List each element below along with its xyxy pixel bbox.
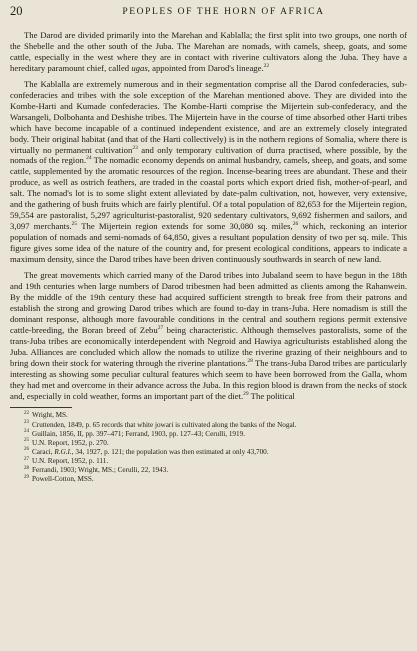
text-run: Ferrandi, 1903; Wright, MS.; Cerulli, 22, 1943. [32,466,169,475]
running-head: PEOPLES OF THE HORN OF AFRICA [122,7,325,17]
footnote-ref[interactable]: 24 [86,155,92,162]
page-header [10,4,407,19]
footnote [24,430,407,439]
text-run: The great movements which carried many of the Darod tribes into Jubaland seem to have begun in the 18th and 19th centuries when large numbers of Darod tribesmen had been admitted as clients among the Rahanwein. By the middle of the 19th century these had acquired sufficient strength to break free from their patrons and establish the strong and growing Darod tribes which are found to-day in trans-Juba. Here nomadism is still the dominant response, although more favourable conditions in the central and southern regions permit extensive cattle-breeding, the Boran breed of Zebu [10,270,407,335]
footnote [24,448,407,457]
footnote-divider [10,407,72,408]
body-text [10,30,407,401]
italic-term: ugas [131,62,148,73]
footnote-ref[interactable]: 28 [247,357,253,364]
footnote-number: 23 [24,420,29,426]
footnote-number: 27 [24,456,29,462]
footnote-ref[interactable]: 25 [71,221,78,228]
italic-term: R.G.I. [54,447,72,456]
footnotes [10,411,407,484]
text-run: being characteristic. Although themselves pastoralists, some of the trans-Juba tribes are economically interdependent with Negroid and Hawiya agriculturists established along the Juba. Alliances are concluded which allow the nomads to utilize the riverine grazing of their neighbours and to bring down their stock for watering through the riverine plantations. [10,324,407,368]
footnote-ref[interactable]: 29 [243,390,249,397]
footnote-number: 24 [24,429,29,435]
text-run: which, reckoning an interior population of nomads and semi-nomads of 64,850, gives a resultant population density of two per sq. mile. This figure gives some idea of the nature of the country and, for present ecological conditions, appears to indicate a maximum density, since the Darod tribes have been driven continuously southwards in search of new land. [10,221,407,265]
text-run: The Darod are divided primarily into the Marehan and Kablalla; the first split into two groups, one north of the Shebelle and the other south of the Juba. The Marehan are nomads, with camels, sheep, goats, and some cattle, especially in the west where they are in contact with riverine cultivators along the Juba. They have a hereditary paramount chief, called [10,30,407,73]
footnote [24,421,407,430]
text-run: , appointed from Darod's lineage. [147,62,264,73]
text-run: U.N. Report, 1952, p. 270. [32,438,109,447]
footnote [24,439,407,448]
footnote-number: 28 [24,465,29,471]
footnote [24,411,407,420]
footnote-ref[interactable]: 22 [263,62,270,69]
text-run: The Mijertein region extends for some 30,080 sq. miles, [77,221,293,232]
footnote-ref[interactable]: 23 [132,144,138,151]
text-run: Wright, MS. [32,411,68,420]
text-run: The political [248,390,295,401]
footnote-number: 25 [24,438,29,444]
footnote-ref[interactable]: 27 [157,324,164,331]
text-run: U.N. Report, 1952, p. 111. [32,456,109,465]
page-number: 20 [10,4,23,18]
text-run: Cruttenden, 1849, p. 65 records that white jowari is cultivated along the banks of the Nogal. [32,420,297,429]
text-run: and only temporary cultivation of durra practised, where possible, by the nomads of the region. [10,144,407,166]
body-paragraph [10,79,407,265]
footnote-number: 29 [24,474,29,480]
text-run: Caraci, [32,447,55,456]
text-run: The trans-Juba Darod tribes are particularly interesting as showing some peculiar cultural features which seem to have been borrowed from the Galla, whom they had met and overcome in their advance across the Juba. In this region blood is drawn from the necks of stock and, especially in cold weather, forms an important part of the diet. [10,357,407,401]
footnote [24,475,407,484]
footnote-number: 26 [24,447,29,453]
footnote [24,457,407,466]
text-run: The Kablalla are extremely numerous and in their segmentation comprise all the Darod confederacies, sub-confederacies and tribes with the sole exception of the Marehan mentioned above. They are divided into the Kombe-Harti and Kumade confederacies. The Kombe-Harti comprise the Mijertein sub-confederacy, and the Warsangeli, Dolbohanta and Deshishe tribes. The Mijertein have in the course of time absorbed other Harti tribes which have become incapable of a continued independent existence, and are an extremely closely integrated body. Their original habitat (and that of the Harti collectively) is in the nothern regions of Somalia, where there is virtually no permanent cultivation [10,78,407,155]
body-paragraph [10,30,407,74]
body-paragraph [10,270,407,401]
text-run: , 34, 1927, p. 121; the population was then estimated at only 43,700. [71,447,269,456]
text-run: The nomadic economy depends on animal husbandry, camels, sheep, and goats, and some cattle, supplemented by the aromatic resources of the region. Incense-bearing trees are abundant. These and their produce, as well as ostrich feathers, are traded in the coastal ports which export dried fish, mother-of-pearl, and salt. The nomad's lot is to some slight extent alleviated by date-palm cultivation, not, however, very extensive, and the gathering of bush fruits which are fairly plentiful. Of a total population of 82,653 for the Mijertein region, 59,554 are pastoralist, 5,297 agriculturist-pastoralist, 920 sedentary cultivators, 9,692 fishermen and sailors, and 3,097 merchants. [10,155,407,232]
footnote [24,466,407,475]
footnote-ref[interactable]: 26 [292,221,299,228]
text-run: Guillain, 1856, II, pp. 397–471; Ferrand, 1903, pp. 127–43; Cerulli, 1919. [32,429,246,438]
footnote-number: 22 [24,411,29,417]
text-run: Powell-Cotton, MSS. [32,475,94,484]
